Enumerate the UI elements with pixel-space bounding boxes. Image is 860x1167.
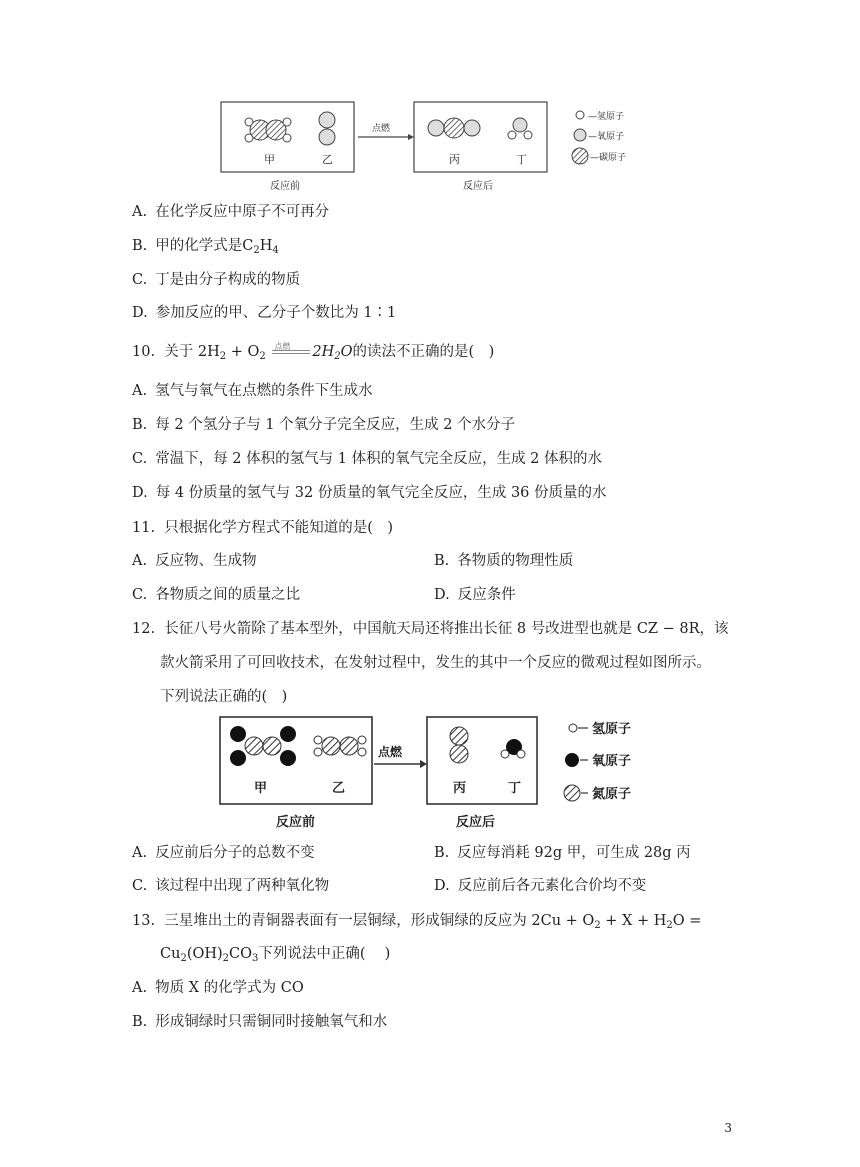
q10-option-b: B. 每 2 个氢分子与 1 个氧分子完全反应，生成 2 个水分子	[132, 417, 516, 433]
arrow-label: 点燃	[378, 745, 403, 759]
caption-before: 反应前	[270, 181, 300, 192]
q12-option-d: D. 反应前后各元素化合价均不变	[434, 878, 647, 894]
label-jia: 甲	[264, 153, 275, 166]
q13-stem-1: 13. 三星堆出土的青铜器表面有一层铜绿，形成铜绿的反应为 $2Cu + O_2 + X + H_2O$ =	[132, 913, 702, 931]
q11-option-c: C. 各物质之间的质量之比	[132, 587, 301, 603]
q12-option-b: B. 反应每消耗 92g 甲，可生成 28g 丙	[434, 845, 691, 861]
arrow-label: 点燃	[372, 124, 391, 134]
q9-option-a: A. 在化学反应中原子不可再分	[132, 204, 330, 220]
q9-option-b: B. 甲的化学式是$C_2H_4$	[132, 238, 279, 256]
reaction-condition: 点燃	[270, 344, 312, 360]
label-bing: 丙	[453, 781, 467, 796]
figure-reaction-1	[218, 100, 658, 194]
legend-n: 氮原子	[592, 787, 632, 802]
q10-option-a: A. 氢气与氧气在点燃的条件下生成水	[132, 383, 373, 399]
q11-option-a: A. 反应物、生成物	[132, 553, 257, 569]
legend-h: 氢原子	[592, 722, 632, 737]
q12-stem-2: 款火箭采用了可回收技术，在发射过程中，发生的其中一个反应的微观过程如图所示。	[160, 655, 711, 671]
q12-stem-3: 下列说法正确的( )	[160, 689, 288, 705]
q9-option-d: D. 参加反应的甲、乙分子个数比为 1∶1	[132, 305, 397, 321]
q10-option-d: D. 每 4 份质量的氢气与 32 份质量的氧气完全反应，生成 36 份质量的水	[132, 485, 607, 501]
q11-stem: 11. 只根据化学方程式不能知道的是( )	[132, 520, 394, 536]
q13-stem-2: $Cu_2(OH)_2CO_3$下列说法中正确( )	[160, 946, 391, 964]
label-yi: 乙	[322, 153, 333, 166]
q13-option-a: A. 物质 X 的化学式为 CO	[132, 980, 304, 996]
label-ding: 丁	[508, 781, 522, 796]
legend-h: —氢原子	[588, 112, 625, 122]
q12-stem-1: 12. 长征八号火箭除了基本型外，中国航天局还将推出长征 8 号改进型也就是 CZ − 8R，该	[132, 621, 729, 637]
q11-option-b: B. 各物质的物理性质	[434, 553, 574, 569]
q10-option-c: C. 常温下，每 2 体积的氢气与 1 体积的氧气完全反应，生成 2 体积的水	[132, 451, 603, 467]
q9-option-c: C. 丁是由分子构成的物质	[132, 272, 301, 288]
q12-option-a: A. 反应前后分子的总数不变	[132, 845, 315, 861]
label-yi: 乙	[332, 781, 346, 796]
q13-option-b: B. 形成铜绿时只需铜同时接触氧气和水	[132, 1014, 388, 1030]
label-ding: 丁	[516, 153, 527, 166]
q12-option-c: C. 该过程中出现了两种氧化物	[132, 878, 330, 894]
label-bing: 丙	[449, 153, 460, 166]
label-jia: 甲	[254, 781, 268, 796]
page-number: 3	[724, 1121, 732, 1135]
legend-c: —碳原子	[590, 153, 627, 163]
caption-before: 反应前	[276, 815, 316, 830]
caption-after: 反应后	[456, 815, 496, 830]
caption-after: 反应后	[463, 181, 493, 192]
q11-option-d: D. 反应条件	[434, 587, 516, 603]
q10-stem: 10. 关于 $2H_2 + O_2$ 点燃 $2H_2O$的读法不正确的是( )	[132, 342, 495, 362]
figure-reaction-2	[218, 712, 658, 836]
legend-o: 氧原子	[592, 754, 632, 769]
legend-o: —氧原子	[588, 132, 625, 142]
